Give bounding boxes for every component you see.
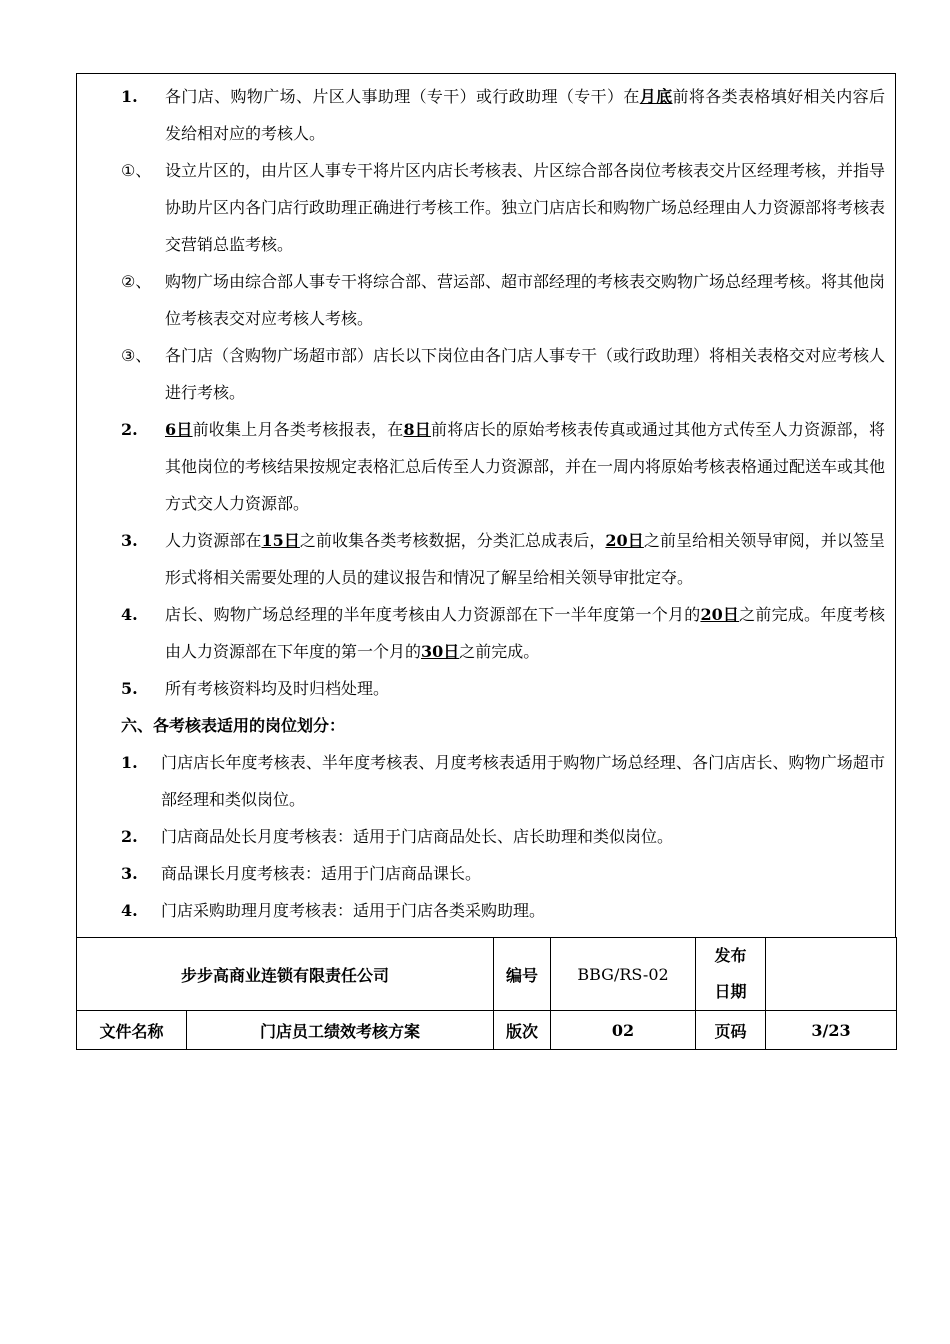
item-number: 2. xyxy=(121,827,138,846)
underlined-term: 20日 xyxy=(605,531,644,550)
section6-item-3: 3. 商品课长月度考核表：适用于门店商品课长。 xyxy=(121,855,885,892)
list-item-sub-2: ②、 购物广场由综合部人事专干将综合部、营运部、超市部经理的考核表交购物广场总经理考核。将其他岗位考核表交对应考核人考核。 xyxy=(121,263,885,337)
release-date-value xyxy=(766,938,897,1011)
item-number: 3. xyxy=(121,864,138,883)
section6-item-4: 4. 门店采购助理月度考核表：适用于门店各类采购助理。 xyxy=(121,892,885,929)
item-number: 1. xyxy=(121,753,138,772)
section6-item-2: 2. 门店商品处长月度考核表：适用于门店商品处长、店长助理和类似岗位。 xyxy=(121,818,885,855)
item-number: ②、 xyxy=(121,272,152,291)
list-item-4: 4. 店长、购物广场总经理的半年度考核由人力资源部在下一半年度第一个月的20日之前完成。年度考核由人力资源部在下年度的第一个月的30日之前完成。 xyxy=(121,596,885,670)
underlined-term: 30日 xyxy=(421,642,460,661)
underlined-term: 8日 xyxy=(403,420,432,439)
code-label: 编号 xyxy=(494,938,551,1011)
item-number: 4. xyxy=(121,605,138,624)
item-number: 3. xyxy=(121,531,138,550)
list-item-1: 1. 各门店、购物广场、片区人事助理（专干）或行政助理（专干）在月底前将各类表格填好相关内容后发给相对应的考核人。 xyxy=(121,78,885,152)
item-number: 5. xyxy=(121,679,138,698)
list-item-sub-1: ①、 设立片区的，由片区人事专干将片区内店长考核表、片区综合部各岗位考核表交片区经理考核，并指导协助片区内各门店行政助理正确进行考核工作。独立门店店长和购物广场总经理由人力资源部将考核表交营销总监考核。 xyxy=(121,152,885,263)
document-footer-table xyxy=(76,937,897,1050)
release-date-label: 发布 日期 xyxy=(696,938,766,1011)
code-value: BBG/RS-02 xyxy=(551,938,696,1011)
page-label: 页码 xyxy=(696,1011,766,1050)
list-item-3: 3. 人力资源部在15日之前收集各类考核数据，分类汇总成表后，20日之前呈给相关领导审阅，并以签呈形式将相关需要处理的人员的建议报告和情况了解呈给相关领导审批定夺。 xyxy=(121,522,885,596)
underlined-term: 20日 xyxy=(700,605,740,624)
document-page xyxy=(76,73,896,1050)
company-name: 步步高商业连锁有限责任公司 xyxy=(77,938,494,1011)
underlined-term: 月底 xyxy=(639,87,673,106)
item-number: ③、 xyxy=(121,346,152,365)
item-number: 1. xyxy=(121,87,138,106)
list-item-2: 2. 6日前收集上月各类考核报表，在8日前将店长的原始考核表传真或通过其他方式传至人力资源部，将其他岗位的考核结果按规定表格汇总后传至人力资源部，并在一周内将原始考核表格通过配送车或其他方式交人力资源部。 xyxy=(121,411,885,522)
filename-label: 文件名称 xyxy=(77,1011,187,1050)
list-item-5: 5. 所有考核资料均及时归档处理。 xyxy=(121,670,885,707)
version-label: 版次 xyxy=(494,1011,551,1050)
version-value: 02 xyxy=(551,1011,696,1050)
underlined-term: 6日 xyxy=(165,420,193,439)
list-item-sub-3: ③、 各门店（含购物广场超市部）店长以下岗位由各门店人事专干（或行政助理）将相关表格交对应考核人进行考核。 xyxy=(121,337,885,411)
item-number: ①、 xyxy=(121,161,152,180)
filename-value: 门店员工绩效考核方案 xyxy=(187,1011,494,1050)
section-heading: 六、各考核表适用的岗位划分： xyxy=(121,716,346,735)
section6-item-1: 1. 门店店长年度考核表、半年度考核表、月度考核表适用于购物广场总经理、各门店店长、购物广场超市部经理和类似岗位。 xyxy=(121,744,885,818)
page-number: 3/23 xyxy=(766,1011,897,1050)
content-box xyxy=(76,73,896,937)
item-number: 4. xyxy=(121,901,138,920)
underlined-term: 15日 xyxy=(261,531,300,550)
item-number: 2. xyxy=(121,420,138,439)
